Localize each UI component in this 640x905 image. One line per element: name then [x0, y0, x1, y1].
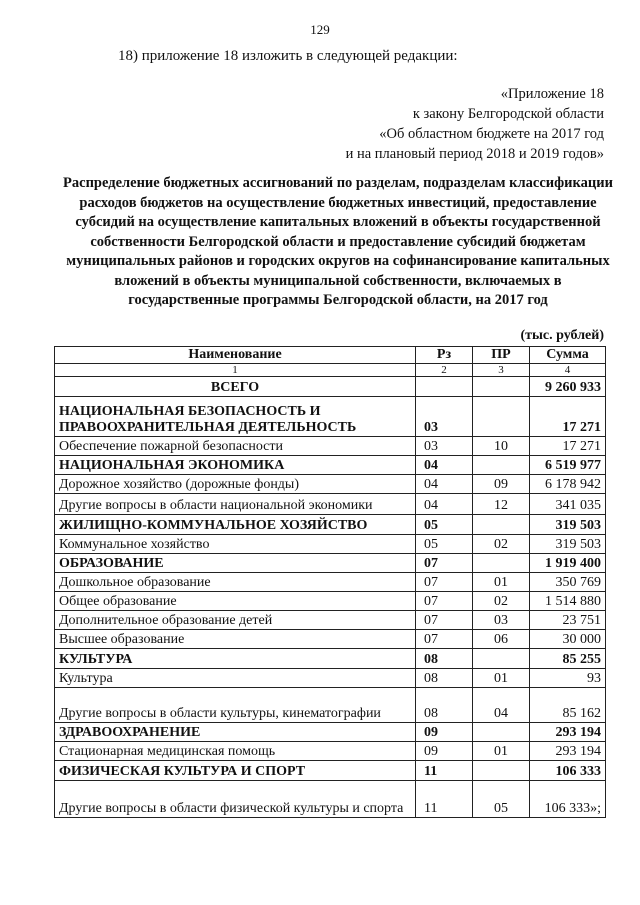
table-row: [55, 535, 606, 554]
table-row: [55, 377, 606, 397]
cell-rz: 09: [416, 742, 473, 761]
table-row: [55, 742, 606, 761]
annex-line: к закону Белгородской области: [412, 106, 604, 122]
cell-sum: 293 194: [530, 723, 606, 742]
annex-line: и на плановый период 2018 и 2019 годов»: [345, 146, 604, 162]
cell-name: Общее образование: [55, 592, 416, 611]
cell-name: Другие вопросы в области физической культуры и спорта: [55, 781, 416, 818]
cell-rz: 03: [416, 437, 473, 456]
cell-sum: 319 503: [530, 535, 606, 554]
cell-pr: 04: [473, 688, 530, 723]
cell-pr: [473, 377, 530, 397]
cell-sum: 350 769: [530, 573, 606, 592]
cell-sum: 106 333: [530, 761, 606, 781]
cell-sum: 6 178 942: [530, 475, 606, 494]
cell-sum: 93: [530, 669, 606, 688]
cell-name: НАЦИОНАЛЬНАЯ БЕЗОПАСНОСТЬ И ПРАВООХРАНИТЕЛЬНАЯ ДЕЯТЕЛЬНОСТЬ: [55, 397, 416, 437]
table-row: [55, 397, 606, 437]
cell-sum: 85 162: [530, 688, 606, 723]
cell-name: Дошкольное образование: [55, 573, 416, 592]
cell-pr: 12: [473, 494, 530, 515]
table-body: [55, 377, 606, 818]
cell-pr: 01: [473, 669, 530, 688]
cell-pr: 02: [473, 592, 530, 611]
table-row: [55, 515, 606, 535]
cell-rz: 08: [416, 649, 473, 669]
cell-sum: 106 333»;: [530, 781, 606, 818]
cell-pr: 06: [473, 630, 530, 649]
cell-pr: [473, 397, 530, 437]
cell-pr: 01: [473, 742, 530, 761]
cell-pr: 10: [473, 437, 530, 456]
cell-name: КУЛЬТУРА: [55, 649, 416, 669]
cell-name: Дополнительное образование детей: [55, 611, 416, 630]
table-row: [55, 554, 606, 573]
cell-sum: 17 271: [530, 397, 606, 437]
cell-pr: [473, 649, 530, 669]
cell-rz: 07: [416, 573, 473, 592]
cell-rz: 08: [416, 688, 473, 723]
cell-name: Коммунальное хозяйство: [55, 535, 416, 554]
cell-pr: 03: [473, 611, 530, 630]
annex-line: «Приложение 18: [500, 86, 604, 102]
cell-rz: 09: [416, 723, 473, 742]
table-row: [55, 494, 606, 515]
cell-rz: 05: [416, 535, 473, 554]
cell-sum: 30 000: [530, 630, 606, 649]
cell-sum: 85 255: [530, 649, 606, 669]
table-header-row: [55, 347, 606, 364]
header-name: Наименование: [55, 347, 416, 364]
cell-rz: 11: [416, 761, 473, 781]
cell-name: ФИЗИЧЕСКАЯ КУЛЬТУРА И СПОРТ: [55, 761, 416, 781]
cell-pr: [473, 723, 530, 742]
cell-rz: 04: [416, 475, 473, 494]
cell-rz: [416, 377, 473, 397]
cell-sum: 17 271: [530, 437, 606, 456]
table-row: [55, 456, 606, 475]
cell-rz: 08: [416, 669, 473, 688]
cell-name: Обеспечение пожарной безопасности: [55, 437, 416, 456]
table-row: [55, 781, 606, 818]
budget-table: [54, 346, 606, 818]
cell-name: Другие вопросы в области национальной экономики: [55, 494, 416, 515]
cell-pr: [473, 456, 530, 475]
cell-name: ЖИЛИЩНО-КОММУНАЛЬНОЕ ХОЗЯЙСТВО: [55, 515, 416, 535]
page-number: 129: [310, 22, 330, 37]
cell-pr: [473, 515, 530, 535]
table-row: [55, 573, 606, 592]
cell-sum: 1 919 400: [530, 554, 606, 573]
table-row: [55, 761, 606, 781]
cell-sum: 9 260 933: [530, 377, 606, 397]
cell-rz: 04: [416, 494, 473, 515]
table-row: [55, 611, 606, 630]
cell-rz: 07: [416, 554, 473, 573]
annex-header: [346, 84, 604, 164]
table-row: [55, 475, 606, 494]
table-row: [55, 592, 606, 611]
col-number: 1: [55, 364, 416, 377]
annex-line: «Об областном бюджете на 2017 год: [379, 126, 604, 142]
intro-text: 18) приложение 18 изложить в следующей редакции:: [118, 48, 458, 64]
col-number: 3: [473, 364, 530, 377]
column-numbers-row: [55, 364, 606, 377]
cell-pr: 09: [473, 475, 530, 494]
table-row: [55, 630, 606, 649]
cell-name: ВСЕГО: [55, 377, 416, 397]
cell-name: ЗДРАВООХРАНЕНИЕ: [55, 723, 416, 742]
table-row: [55, 669, 606, 688]
cell-name: Другие вопросы в области культуры, кинематографии: [55, 688, 416, 723]
header-sum: Сумма: [530, 347, 606, 364]
cell-rz: 11: [416, 781, 473, 818]
cell-sum: 6 519 977: [530, 456, 606, 475]
cell-name: Стационарная медицинская помощь: [55, 742, 416, 761]
header-pr: ПР: [473, 347, 530, 364]
cell-pr: 02: [473, 535, 530, 554]
table-row: [55, 649, 606, 669]
cell-sum: 341 035: [530, 494, 606, 515]
document-title: Распределение бюджетных ассигнований по разделам, подразделам классификации расходов бюджетов на осуществление бюджетных инвестиций, предоставление субсидий на осуществление капитальных вложений в объекты государственной собственности Белгородской области и предоставление субсидий бюджетам муниципальных районов и городских округов на софинансирование капитальных вложений в объекты муниципальной собственности, включаемых в государственные программы Белгородской области, на 2017 год: [63, 175, 613, 308]
col-number: 2: [416, 364, 473, 377]
cell-rz: 07: [416, 592, 473, 611]
cell-rz: 07: [416, 611, 473, 630]
cell-name: Культура: [55, 669, 416, 688]
cell-sum: 293 194: [530, 742, 606, 761]
cell-rz: 04: [416, 456, 473, 475]
cell-name: НАЦИОНАЛЬНАЯ ЭКОНОМИКА: [55, 456, 416, 475]
cell-sum: 23 751: [530, 611, 606, 630]
cell-rz: 05: [416, 515, 473, 535]
col-number: 4: [530, 364, 606, 377]
cell-pr: [473, 761, 530, 781]
table-row: [55, 688, 606, 723]
table-row: [55, 723, 606, 742]
cell-sum: 319 503: [530, 515, 606, 535]
cell-pr: [473, 554, 530, 573]
units-label: (тыс. рублей): [520, 328, 604, 343]
cell-rz: 07: [416, 630, 473, 649]
cell-pr: 01: [473, 573, 530, 592]
cell-name: Дорожное хозяйство (дорожные фонды): [55, 475, 416, 494]
header-rz: Рз: [416, 347, 473, 364]
cell-name: Высшее образование: [55, 630, 416, 649]
cell-sum: 1 514 880: [530, 592, 606, 611]
cell-rz: 03: [416, 397, 473, 437]
table-row: [55, 437, 606, 456]
cell-name: ОБРАЗОВАНИЕ: [55, 554, 416, 573]
cell-pr: 05: [473, 781, 530, 818]
